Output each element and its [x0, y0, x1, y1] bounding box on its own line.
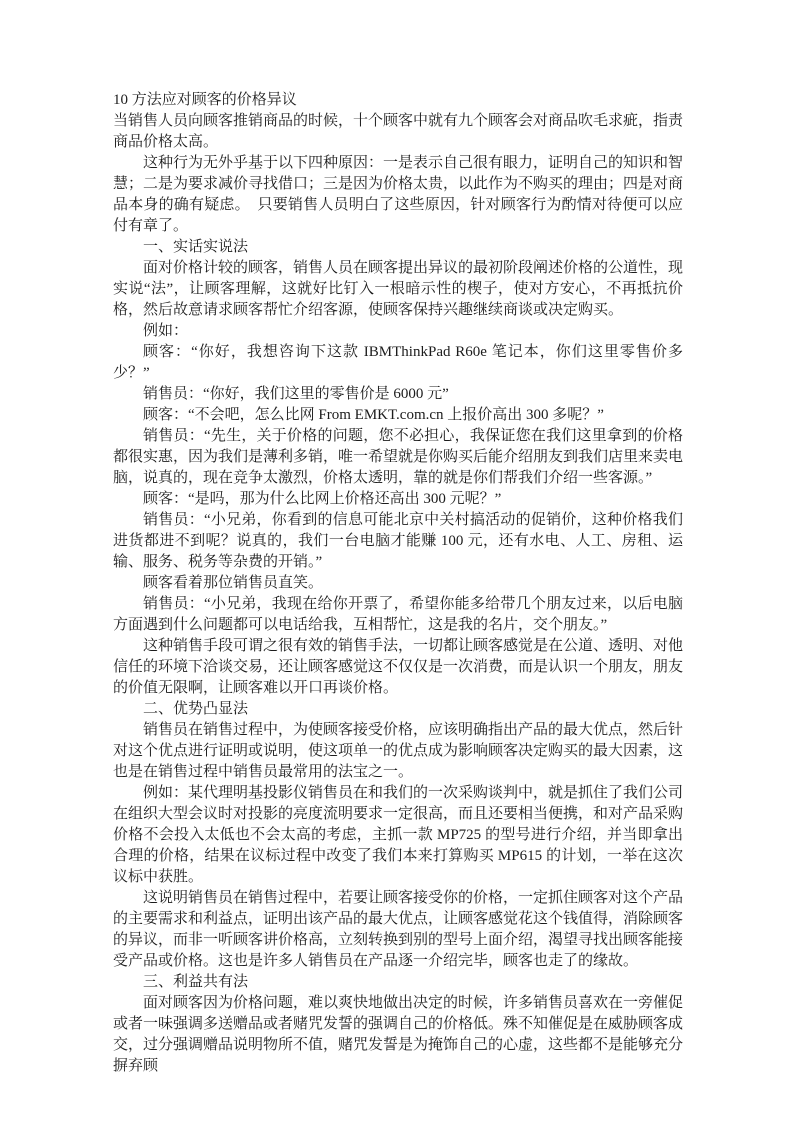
paragraph: 销售员：“你好，我们这里的零售价是 6000 元” — [143, 386, 449, 402]
paragraph-container — [113, 111, 683, 1077]
paragraph: 销售员：“小兄弟，我现在给你开票了，希望你能多给带几个朋友过来，以后电脑方面遇到什么问题都可以电话给我，互相帮忙，这是我的名片，交个朋友。” — [113, 596, 683, 633]
paragraph: 例如：某代理明基投影仪销售员在和我们的一次采购谈判中，就是抓住了我们公司在组织大型会议时对投影的亮度流明要求一定很高，而且还要相当便携，和对产品采购价格不会投入太低也不会太高的考虑，主抓一款 MP725 的型号进行介绍，并当即拿出合理的价格，结果在议标过程中改变了我们本来打算购买 MP615 的计划，一举在这次议标中获胜。 — [113, 785, 684, 885]
paragraph: 二、优势凸显法 — [143, 701, 249, 717]
paragraph: 顾客：“不会吧，怎么比网 From EMKT.com.cn 上报价高出 300 多呢？” — [143, 407, 604, 423]
paragraph: 这种销售手段可谓之很有效的销售手法，一切都让顾客感觉是在公道、透明、对他信任的环境下洽谈交易，还让顾客感觉这不仅仅是一次消费，而是认识一个朋友，朋友的价值无限啊，让顾客难以开口再谈价格。 — [113, 638, 684, 696]
paragraph: 当销售人员向顾客推销商品的时候，十个顾客中就有九个顾客会对商品吹毛求疵，指责商品价格太高。 — [113, 113, 684, 150]
paragraph: 这说明销售员在销售过程中，若要让顾客接受你的价格，一定抓住顾客对这个产品的主要需求和利益点，证明出该产品的最大优点，让顾客感觉花这个钱值得，消除顾客的异议，而非一听顾客讲价格高，立刻转换到别的型号上面介绍，渴望寻找出顾客能接受产品或价格。这也是许多人销售员在产品逐一介绍完毕，顾客也走了的缘故。 — [113, 890, 684, 969]
paragraph: 顾客：“你好，我想咨询下这款 IBMThinkPad R60e 笔记本，你们这里零售价多少？” — [113, 344, 683, 381]
paragraph: 三、利益共有法 — [143, 974, 249, 990]
paragraph: 面对价格计较的顾客，销售人员在顾客提出异议的最初阶段阐述价格的公道性，现实说“法”，让顾客理解，这就好比钉入一根暗示性的楔子，使对方安心，不再抵抗价格，然后故意请求顾客帮忙介绍客源，使顾客保持兴趣继续商谈或决定购买。 — [113, 260, 684, 318]
paragraph: 顾客看着那位销售员直笑。 — [143, 575, 324, 591]
paragraph: 顾客：“是吗，那为什么比网上价格还高出 300 元呢？” — [143, 491, 502, 507]
paragraph: 销售员：“先生，关于价格的问题，您不必担心，我保证您在我们这里拿到的价格都很实惠，因为我们是薄利多销，唯一希望就是你购买后能介绍朋友到我们店里来卖电脑，说真的，现在竞争太激烈，价格太透明，靠的就是你们帮我们介绍一些客源。” — [113, 428, 684, 486]
document-title: 10 方法应对顾客的价格异议 — [113, 92, 297, 108]
paragraph: 例如： — [143, 323, 189, 339]
paragraph: 一、实话实说法 — [143, 239, 249, 255]
paragraph: 面对顾客因为价格问题，难以爽快地做出决定的时候，许多销售员喜欢在一旁催促或者一味强调多送赠品或者赌咒发誓的强调自己的价格低。殊不知催促是在威胁顾客成交，过分强调赠品说明物所不值，赌咒发誓是为掩饰自己的心虚，这些都不是能够充分摒弃顾 — [113, 995, 684, 1074]
paragraph: 这种行为无外乎基于以下四种原因：一是表示自己很有眼力，证明自己的知识和智慧；二是为要求减价寻找借口；三是因为价格太贵，以此作为不购买的理由；四是对商品本身的确有疑虑。 只要销售人员明白了这些原因，针对顾客行为酌情对待便可以应付有章了。 — [113, 155, 684, 234]
paragraph: 销售员：“小兄弟，你看到的信息可能北京中关村搞活动的促销价，这种价格我们进货都进不到呢？说真的，我们一台电脑才能赚 100 元，还有水电、人工、房租、运输、服务、税务等杂费的开销。” — [113, 512, 683, 570]
document-body — [113, 90, 683, 1077]
paragraph: 销售员在销售过程中，为使顾客接受价格，应该明确指出产品的最大优点，然后针对这个优点进行证明或说明，使这项单一的优点成为影响顾客决定购买的最大因素，这也是在销售过程中销售员最常用的法宝之一。 — [113, 722, 684, 780]
